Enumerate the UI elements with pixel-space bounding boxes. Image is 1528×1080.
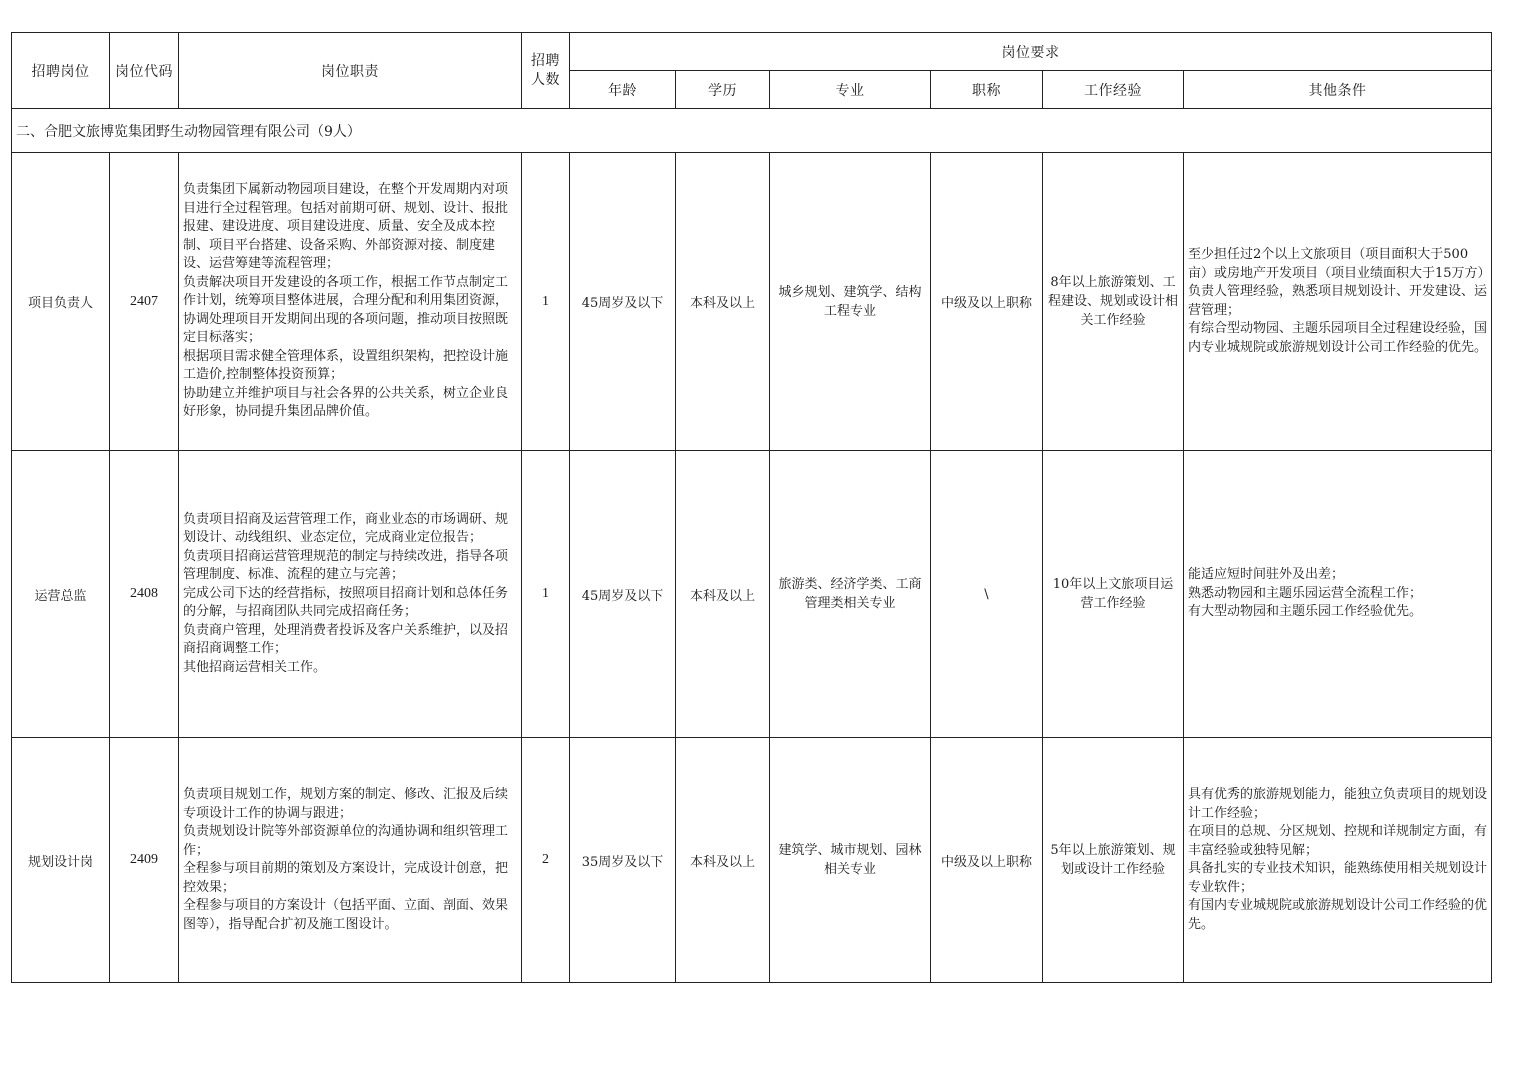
- cell-age: 45周岁及以下: [570, 451, 676, 738]
- header-requirements: 岗位要求: [570, 33, 1492, 71]
- cell-position: 规划设计岗: [12, 738, 110, 983]
- header-other: 其他条件: [1184, 71, 1492, 109]
- cell-count: 1: [522, 153, 570, 451]
- cell-major: 城乡规划、建筑学、结构工程专业: [770, 153, 931, 451]
- cell-duties: 负责项目招商及运营管理工作，商业业态的市场调研、规划设计、动线组织、业态定位，完成商业定位报告； 负责项目招商运营管理规范的制定与持续改进，指导各项管理制度、标准、流程的建立与完善； 完成公司下达的经营指标，按照项目招商计划和总体任务的分解，与招商团队共同完成招商任务； 负责商户管理，处理消费者投诉及客户关系维护，以及招商招商调整工作； 其他招商运营相关工作。: [179, 451, 522, 738]
- table-row: [12, 153, 1492, 451]
- header-position: 招聘岗位: [12, 33, 110, 109]
- cell-education: 本科及以上: [676, 451, 770, 738]
- recruitment-table: [11, 32, 1492, 983]
- cell-position: 项目负责人: [12, 153, 110, 451]
- header-experience: 工作经验: [1043, 71, 1184, 109]
- cell-other: 具有优秀的旅游规划能力，能独立负责项目的规划设计工作经验； 在项目的总规、分区规划、控规和详规制定方面，有丰富经验或独特见解； 具备扎实的专业技术知识，能熟练使用相关规划设计专业软件； 有国内专业城规院或旅游规划设计公司工作经验的优先。: [1184, 738, 1492, 983]
- cell-code: 2407: [110, 153, 179, 451]
- cell-duties: 负责项目规划工作，规划方案的制定、修改、汇报及后续专项设计工作的协调与跟进； 负责规划设计院等外部资源单位的沟通协调和组织管理工作； 全程参与项目前期的策划及方案设计，完成设计创意，把控效果； 全程参与项目的方案设计（包括平面、立面、剖面、效果图等），指导配合扩初及施工图设计。: [179, 738, 522, 983]
- header-row-1: [12, 33, 1492, 71]
- header-education: 学历: [676, 71, 770, 109]
- cell-education: 本科及以上: [676, 153, 770, 451]
- header-age: 年龄: [570, 71, 676, 109]
- header-duties: 岗位职责: [179, 33, 522, 109]
- header-title: 职称: [931, 71, 1043, 109]
- cell-duties: 负责集团下属新动物园项目建设，在整个开发周期内对项目进行全过程管理。包括对前期可研、规划、设计、报批报建、建设进度、项目建设进度、质量、安全及成本控制、项目平台搭建、设备采购、外部资源对接、制度建设、运营筹建等流程管理； 负责解决项目开发建设的各项工作，根据工作节点制定工作计划，统筹项目整体进展，合理分配和利用集团资源，协调处理项目开发期间出现的各项问题，推动项目按照既定目标落实； 根据项目需求健全管理体系，设置组织架构，把控设计施工造价,控制整体投资预算； 协助建立并维护项目与社会各界的公共关系，树立企业良好形象，协同提升集团品牌价值。: [179, 153, 522, 451]
- cell-age: 35周岁及以下: [570, 738, 676, 983]
- header-major: 专业: [770, 71, 931, 109]
- cell-experience: 5年以上旅游策划、规划或设计工作经验: [1043, 738, 1184, 983]
- cell-count: 1: [522, 451, 570, 738]
- cell-experience: 10年以上文旅项目运营工作经验: [1043, 451, 1184, 738]
- cell-count: 2: [522, 738, 570, 983]
- cell-other: 能适应短时间驻外及出差； 熟悉动物园和主题乐园运营全流程工作； 有大型动物园和主题乐园工作经验优先。: [1184, 451, 1492, 738]
- section-row: [12, 109, 1492, 153]
- cell-title: \: [931, 451, 1043, 738]
- cell-age: 45周岁及以下: [570, 153, 676, 451]
- header-code: 岗位代码: [110, 33, 179, 109]
- cell-code: 2408: [110, 451, 179, 738]
- cell-major: 旅游类、经济学类、工商管理类相关专业: [770, 451, 931, 738]
- table-row: [12, 738, 1492, 983]
- cell-experience: 8年以上旅游策划、工程建设、规划或设计相关工作经验: [1043, 153, 1184, 451]
- cell-education: 本科及以上: [676, 738, 770, 983]
- cell-position: 运营总监: [12, 451, 110, 738]
- table-row: [12, 451, 1492, 738]
- header-count: 招聘人数: [522, 33, 570, 109]
- cell-code: 2409: [110, 738, 179, 983]
- cell-title: 中级及以上职称: [931, 738, 1043, 983]
- cell-major: 建筑学、城市规划、园林相关专业: [770, 738, 931, 983]
- cell-title: 中级及以上职称: [931, 153, 1043, 451]
- cell-other: 至少担任过2个以上文旅项目（项目面积大于500亩）或房地产开发项目（项目业绩面积大于15万方）负责人管理经验，熟悉项目规划设计、开发建设、运营管理； 有综合型动物园、主题乐园项目全过程建设经验，国内专业城规院或旅游规划设计公司工作经验的优先。: [1184, 153, 1492, 451]
- section-title: 二、合肥文旅博览集团野生动物园管理有限公司（9人）: [12, 109, 1492, 153]
